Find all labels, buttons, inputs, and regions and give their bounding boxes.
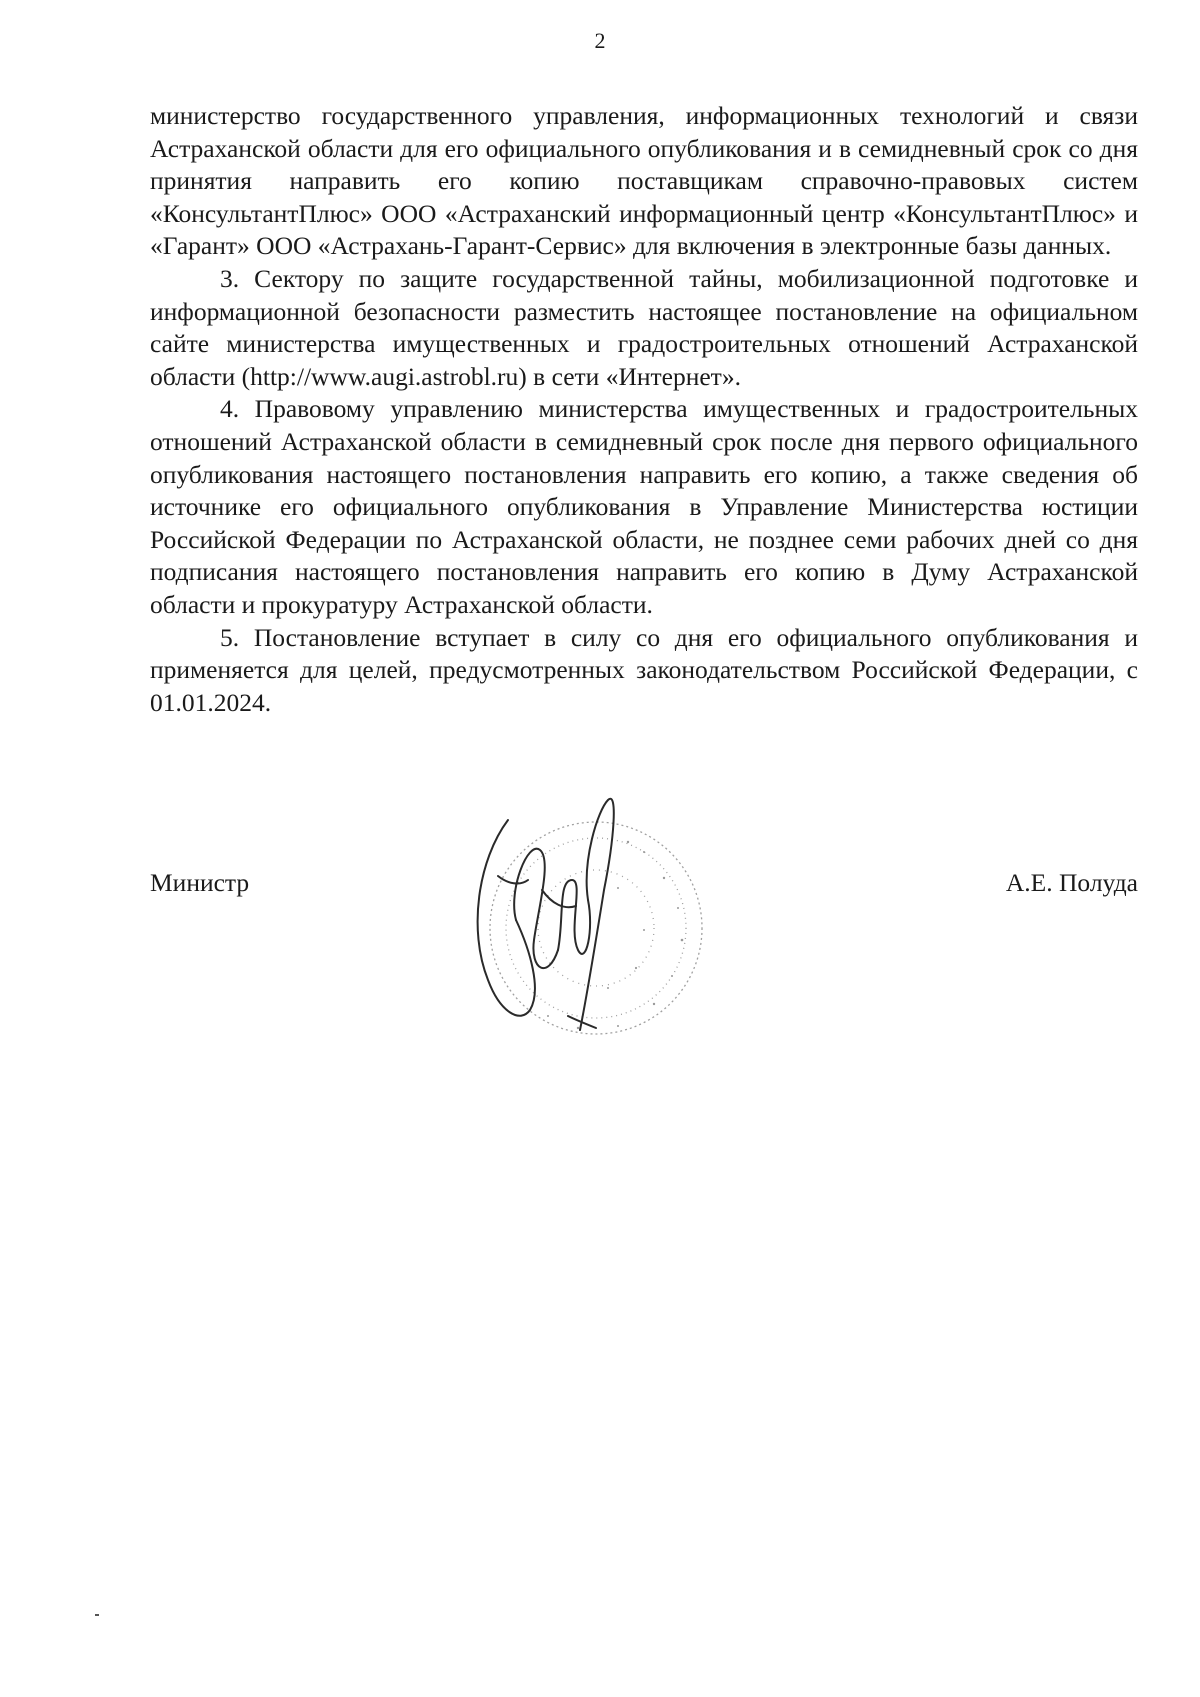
stamp-circle bbox=[490, 822, 702, 1034]
signature-block bbox=[150, 868, 1138, 908]
paragraph-item-5: 5. Постановление вступает в силу со дня его официального опубликования и применяется для целей, предусмотренных законодательством Российской Федерации, с 01.01.2024. bbox=[150, 622, 1138, 717]
paragraph-item-4: 4. Правовому управлению министерства имущественных и градостроительных отношений Астраханской области в семидневный срок после дня первого официального опубликования настоящего постановления направить его копию, а также сведения об источнике его официального опубликования в Управление Министерства юстиции Российской Федерации по Астраханской области, не позднее семи рабочих дней со дня подписания настоящего постановления направить его копию в Думу Астраханской области и прокуратуру Астраханской области. bbox=[150, 394, 1138, 619]
official-seal-with-signature bbox=[468, 780, 708, 1060]
scan-artifact bbox=[95, 1614, 99, 1616]
paragraph-continuation: министерство государственного управления, информационных технологий и связи Астраханской области для его официального опубликования и в семидневный срок со дня принятия направить его копию поставщикам справочно-правовых систем «КонсультантПлюс» ООО «Астраханский информационный центр «КонсультантПлюс» и «Гарант» ООО «Астрахань-Гарант-Сервис» для включения в электронные базы данных. bbox=[150, 101, 1138, 261]
signatory-title: Министр bbox=[150, 868, 250, 897]
document-body bbox=[150, 100, 1138, 719]
page-number: 2 bbox=[594, 28, 606, 53]
handwritten-signature bbox=[478, 799, 614, 1030]
signatory-name: А.Е. Полуда bbox=[1005, 868, 1138, 897]
paragraph-item-3: 3. Сектору по защите государственной тайны, мобилизационной подготовке и информационной безопасности разместить настоящее постановление на официальном сайте министерства имущественных и градостроительных отношений Астраханской области (http://www.augi.astrobl.ru) в сети «Интернет». bbox=[150, 263, 1138, 391]
